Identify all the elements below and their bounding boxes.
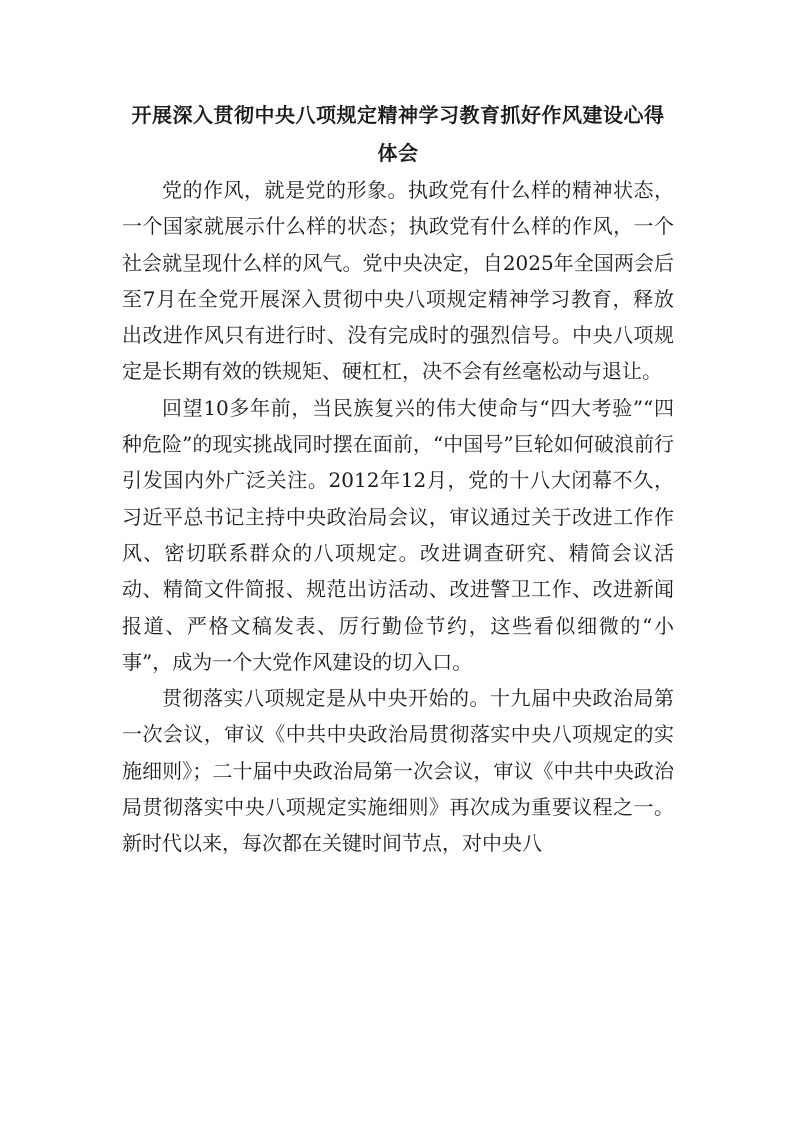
paragraph-1: 党的作风，就是党的形象。执政党有什么样的精神状态，一个国家就展示什么样的状态；执政党有什么样的作风，一个社会就呈现什么样的风气。党中央决定，自2025年全国两会后至7月在全党开展深入贯彻中央八项规定精神学习教育，释放出改进作风只有进行时、没有完成时的强烈信号。中央八项规定是长期有效的铁规矩、硬杠杠，决不会有丝毫松动与退让。 [122,178,674,384]
document-title: 开展深入贯彻中央八项规定精神学习教育抓好作风建设心得体会 [131,103,665,165]
paragraph-2: 回望10多年前，当民族复兴的伟大使命与“四大考验”“四种危险”的现实挑战同时摆在面前，“中国号”巨轮如何破浪前行引发国内外广泛关注。2012年12月，党的十八大闭幕不久，习近平总书记主持中央政治局会议，审议通过关于改进工作作风、密切联系群众的八项规定。改进调查研究、精简会议活动、精简文件简报、规范出访活动、改进警卫工作、改进新闻报道、严格文稿发表、厉行勤俭节约，这些看似细微的“小事”，成为一个大党作风建设的切入口。 [122,395,674,674]
document-body [122,96,674,862]
paragraph-3: 贯彻落实八项规定是从中央开始的。十九届中央政治局第一次会议，审议《中共中央政治局贯彻落实中央八项规定的实施细则》；二十届中央政治局第一次会议，审议《中共中央政治局贯彻落实中央八项规定实施细则》再次成为重要议程之一。新时代以来，每次都在关键时间节点，对中央八 [122,686,674,856]
